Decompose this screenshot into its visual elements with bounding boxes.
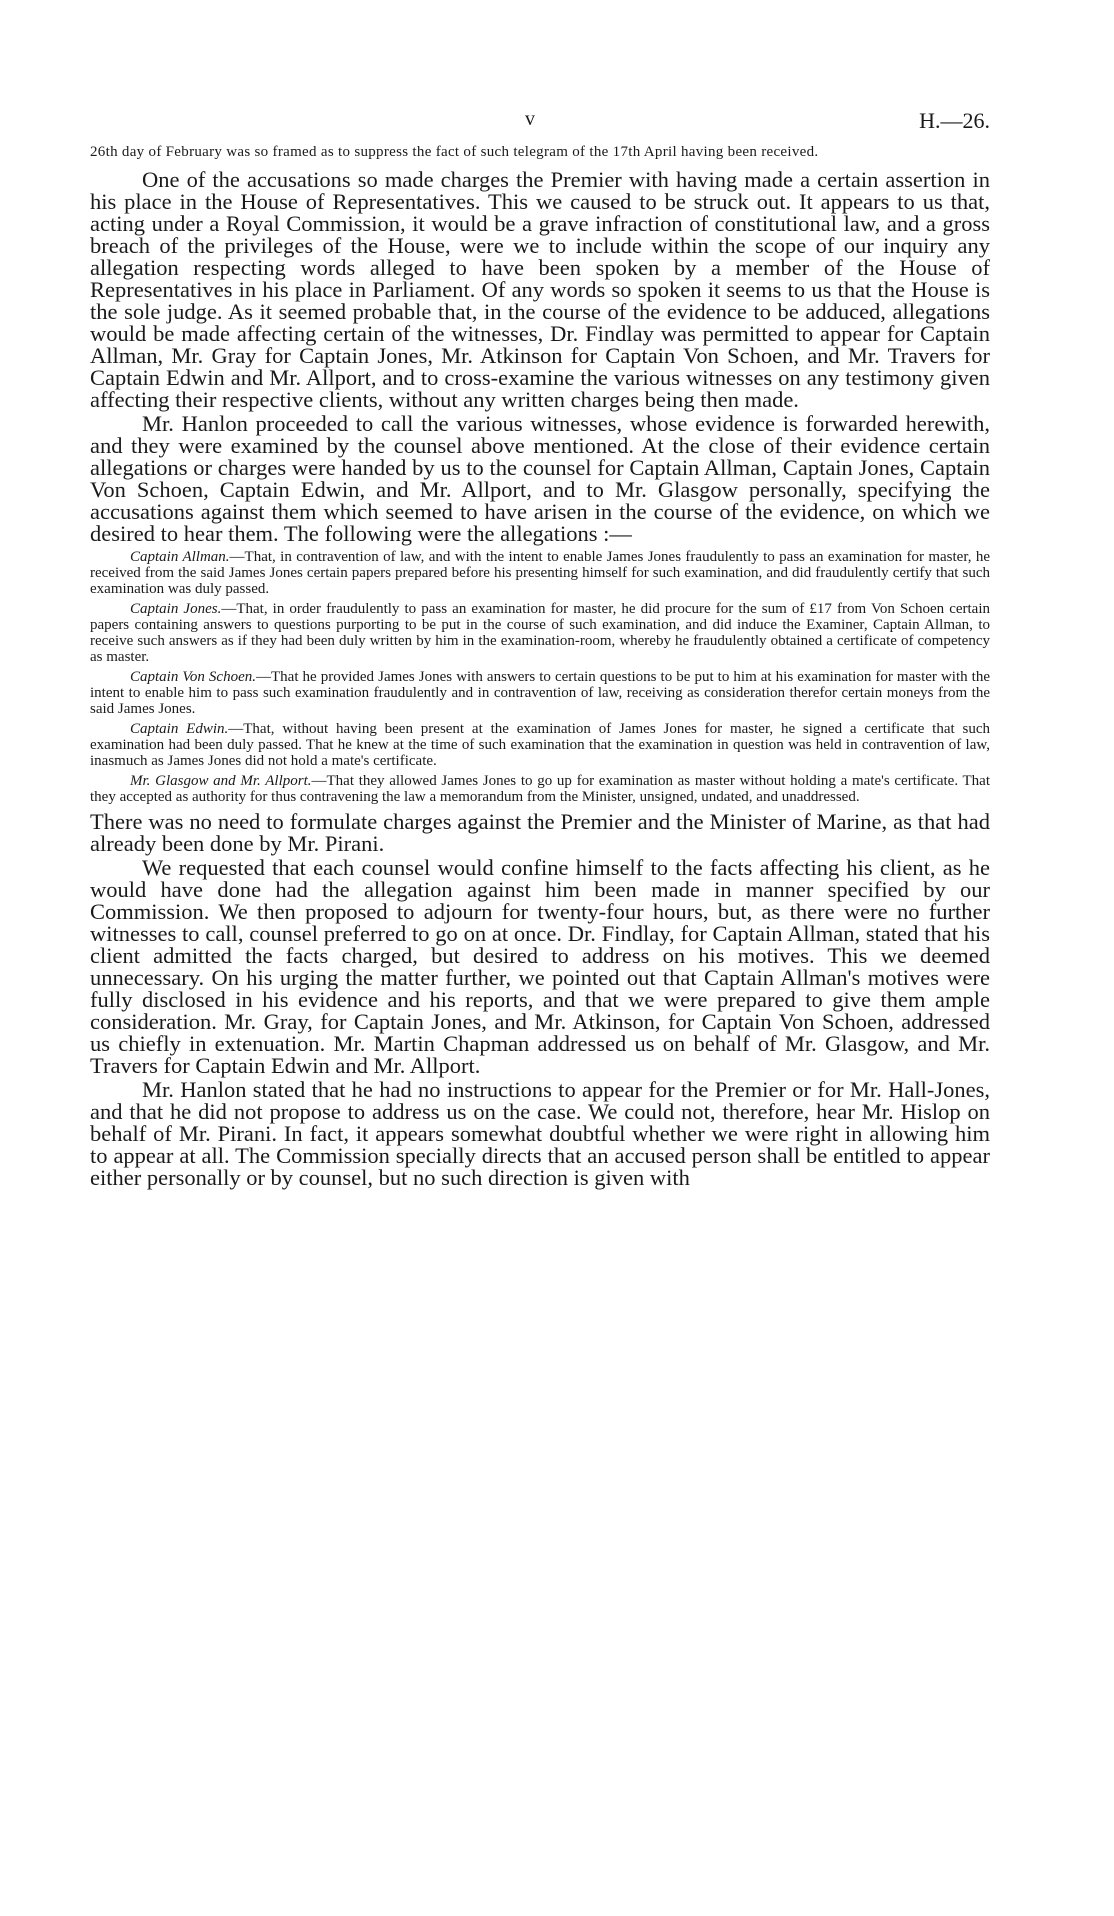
continued-text: 26th day of February was so framed as to suppress the fact of such telegram of the 17th April having been received. [90, 144, 819, 160]
allegation-name: Captain Allman. [130, 549, 230, 565]
allegation-von-schoen [90, 669, 990, 717]
allegation-name: Mr. Glasgow and Mr. Allport. [130, 773, 312, 789]
allegation-text: —That, in order fraudulently to pass an examination for master, he did procure for the sum of £17 from Von Schoen certain papers containing answers to questions purporting to be put in the course of such examination, and did induce the Examiner, Captain Allman, to receive such answers as if they had been duly written by him in the examination-room, whereby he fraudulently obtained a certificate of competency as master. [90, 601, 990, 665]
paragraph-counsel: We requested that each counsel would confine himself to the facts affecting his client, as he would have done had the allegation against him been made in manner specified by our Commission. We then proposed to adjourn for twenty-four hours, but, as there were no further witnesses to call, counsel preferred to go on at once. Dr. Findlay, for Captain Allman, stated that his client admitted the facts charged, but desired to address on his motives. This we deemed unnecessary. On his urging the matter further, we pointed out that Captain Allman's motives were fully disclosed in his evidence and his reports, and that we were prepared to give them ample consideration. Mr. Gray, for Captain Jones, and Mr. Atkinson, for Captain Von Schoen, addressed us chiefly in extenuation. Mr. Martin Chapman addressed us on behalf of Mr. Glasgow, and Mr. Travers for Captain Edwin and Mr. Allport. [90, 855, 990, 1078]
allegation-text: —That, without having been present at the examination of James Jones for master, he signed a certificate that such examination had been duly passed. That he knew at the time of such examination that the examination in question was held in contravention of law, inasmuch as James Jones did not hold a mate's certificate. [90, 721, 990, 769]
allegation-text: —That they allowed James Jones to go up for examination as master without holding a mate's certificate. That they accepted as authority for thus contravening the law a memorandum from the Minister, unsigned, undated, and unaddressed. [90, 773, 991, 805]
allegation-jones [90, 601, 990, 665]
allegation-name: Captain Von Schoen. [130, 669, 256, 685]
paragraph-witnesses: Mr. Hanlon proceeded to call the various witnesses, whose evidence is forwarded herewith, and they were examined by the counsel above mentioned. At the close of their evidence certain allegations or charges were handed by us to the counsel for Captain Allman, Captain Jones, Captain Von Schoen, Captain Edwin, and Mr. Allport, and to Mr. Glasgow personally, specifying the accusations against them which seemed to have arisen in the course of the evidence, on which we desired to hear them. The following were the allegations :— [90, 411, 990, 546]
page-number: v [525, 108, 535, 130]
paragraph-hanlon: Mr. Hanlon stated that he had no instructions to appear for the Premier or for Mr. Hall-Jones, and that he did not propose to address us on the case. We could not, therefore, hear Mr. Hislop on behalf of Mr. Pirani. In fact, it appears somewhat doubtful whether we were right in allowing him to appear at all. The Commission specially directs that an accused person shall be entitled to appear either personally or by counsel, but no such direction is given with [90, 1077, 990, 1190]
document-reference: H.—26. [919, 108, 990, 133]
paragraph-no-need: There was no need to formulate charges against the Premier and the Minister of Marine, as that had already been done by Mr. Pirani. [90, 809, 990, 856]
allegation-glasgow-allport [90, 773, 990, 805]
paragraph-accusations: One of the accusations so made charges the Premier with having made a certain assertion in his place in the House of Representatives. This we caused to be struck out. It appears to us that, acting under a Royal Commission, it would be a grave infraction of constitutional law, and a gross breach of the privileges of the House, were we to include within the scope of our inquiry any allegation respecting words alleged to have been spoken by a member of the House of Representatives in his place in Parliament. Of any words so spoken it seems to us that the House is the sole judge. As it seemed probable that, in the course of the evidence to be adduced, allegations would be made affecting certain of the witnesses, Dr. Findlay was permitted to appear for Captain Allman, Mr. Gray for Captain Jones, Mr. Atkinson for Captain Von Schoen, and Mr. Travers for Captain Edwin and Mr. Allport, and to cross-examine the various witnesses on any testimony given affecting their respective clients, without any written charges being then made. [90, 167, 990, 412]
allegations-list [90, 549, 990, 805]
allegation-text: —That he provided James Jones with answers to certain questions to be put to him at his examination for master with the intent to enable him to pass such examination fraudulently and in contravention of law, receiving as consideration therefor certain moneys from the said James Jones. [90, 669, 990, 717]
allegation-edwin [90, 721, 990, 769]
allegation-name: Captain Jones. [130, 601, 222, 617]
document-page [90, 100, 990, 1191]
allegation-allman [90, 549, 990, 597]
page-header [90, 100, 990, 140]
allegation-text: —That, in contravention of law, and with the intent to enable James Jones fraudulently to pass an examination for master, he received from the said James Jones certain papers prepared before his presenting himself for such examination, and did fraudulently certify that such examination was duly passed. [90, 549, 990, 597]
allegation-name: Captain Edwin. [130, 721, 229, 737]
